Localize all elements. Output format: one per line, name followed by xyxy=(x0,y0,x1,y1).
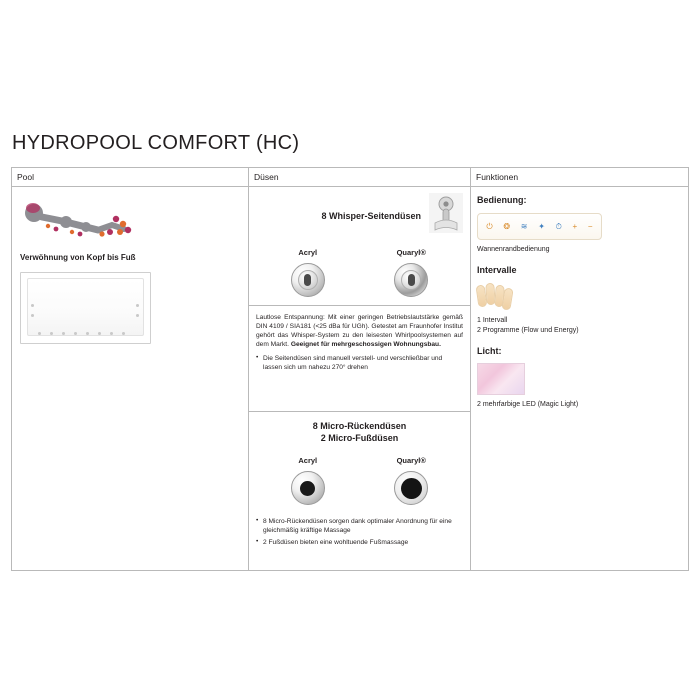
back-jets-images xyxy=(256,471,463,505)
light-caption: 2 mehrfarbige LED (Magic Light) xyxy=(477,401,579,408)
page-title: HYDROPOOL COMFORT (HC) xyxy=(12,132,300,154)
jets-section-back xyxy=(249,412,470,571)
nozzle-inner-ring xyxy=(298,270,318,290)
cell-duesen xyxy=(249,187,471,571)
relax-figure-icon xyxy=(20,199,140,247)
jet-marker xyxy=(50,332,53,335)
jets-section-side xyxy=(249,187,470,412)
jet-marker xyxy=(122,332,125,335)
jet-marker xyxy=(31,304,34,307)
list-item: • 2 Fußdüsen bieten eine wohltuende Fußmassage xyxy=(256,538,463,547)
jet-marker xyxy=(86,332,89,335)
side-jets-bullets xyxy=(256,354,463,372)
bathtub-diagram xyxy=(20,272,151,344)
person-in-tub-illustration xyxy=(20,199,240,247)
wave-shape xyxy=(501,287,513,310)
column-header-pool: Pool xyxy=(12,168,249,186)
label-quaryl: Quaryl® xyxy=(396,248,426,257)
side-jets-paragraph-text: Lautlose Entspannung: Mit einer geringen Betriebslautstärke gemäß DIN 4109 / SIA181 (<25 dBa für UGh). Getestet am Fraunhofer Institut gehört das Whisper-System zu den leisesten Whirlpoolsystemen auf dem Markt. xyxy=(256,314,463,348)
jet-marker xyxy=(98,332,101,335)
intervals-line-2: 2 Programme (Flow und Energy) xyxy=(477,327,579,334)
section-divider xyxy=(249,305,470,306)
jet-marker xyxy=(74,332,77,335)
back-jets-bullets xyxy=(256,517,463,547)
label-acryl: Acryl xyxy=(298,248,318,257)
table-header-row xyxy=(12,168,688,187)
magic-light-image xyxy=(477,363,525,395)
column-header-duesen: Düsen xyxy=(249,168,471,186)
side-jets-paragraph xyxy=(256,313,463,349)
product-table xyxy=(11,167,689,571)
side-jets-images xyxy=(256,263,463,297)
bathtub-inner xyxy=(27,278,144,336)
intervals-image xyxy=(477,282,511,312)
intervals-line-1: 1 Intervall xyxy=(477,317,508,324)
whisper-jet-photo xyxy=(429,193,463,238)
back-jets-title xyxy=(256,420,463,444)
jet-marker xyxy=(38,332,41,335)
plus-icon: + xyxy=(572,221,578,231)
nozzle-acryl-back xyxy=(291,471,325,505)
side-jets-material-labels xyxy=(256,248,463,257)
jet-marker xyxy=(31,314,34,317)
side-jets-paragraph-bold: Geeignet für mehrgeschossigen Wohnungsbau. xyxy=(290,341,441,348)
control-panel-image xyxy=(477,213,602,240)
nozzle-inner-ring xyxy=(401,270,421,290)
list-item: • 8 Micro-Rückendüsen sorgen dank optimaler Anordnung für eine gleichmäßig kräftige Massage xyxy=(256,517,463,535)
nozzle-acryl-side xyxy=(291,263,325,297)
side-jets-title: 8 Whisper-Seitendüsen xyxy=(321,211,421,221)
cell-pool xyxy=(12,187,249,571)
table-body-row xyxy=(12,187,688,571)
nozzle-quaryl-side xyxy=(394,263,428,297)
back-jets-title-line2: 2 Micro-Fußdüsen xyxy=(320,433,399,443)
jet-marker xyxy=(110,332,113,335)
light-icon: ✦ xyxy=(538,221,545,231)
control-caption: Wannenrandbedienung xyxy=(477,246,550,253)
light-heading: Licht: xyxy=(477,346,502,356)
intervals-heading: Intervalle xyxy=(477,265,517,275)
nozzle-quaryl-back xyxy=(394,471,428,505)
bubble-icon: ❂ xyxy=(503,221,511,231)
column-header-funktionen: Funktionen xyxy=(476,172,519,182)
operation-heading: Bedienung: xyxy=(477,195,527,205)
back-jets-title-line1: 8 Micro-Rückendüsen xyxy=(312,421,407,431)
list-item: • Die Seitendüsen sind manuell verstell- und verschließbar und lassen sich um nahezu 270° drehen xyxy=(256,354,463,372)
label-acryl: Acryl xyxy=(298,456,318,465)
jet-marker xyxy=(136,304,139,307)
timer-icon: ⏱ xyxy=(555,221,562,231)
label-quaryl: Quaryl® xyxy=(396,456,426,465)
minus-icon: − xyxy=(587,221,593,231)
cell-funktionen xyxy=(471,187,688,571)
pool-caption: Verwöhnung von Kopf bis Fuß xyxy=(20,253,136,262)
power-icon: ⏻ xyxy=(486,221,493,231)
jet-marker xyxy=(136,314,139,317)
back-jets-material-labels xyxy=(256,456,463,465)
nozzle-slot xyxy=(304,274,311,286)
nozzle-slot xyxy=(408,274,415,286)
jet-icon: ≋ xyxy=(520,221,528,231)
jet-marker xyxy=(62,332,65,335)
